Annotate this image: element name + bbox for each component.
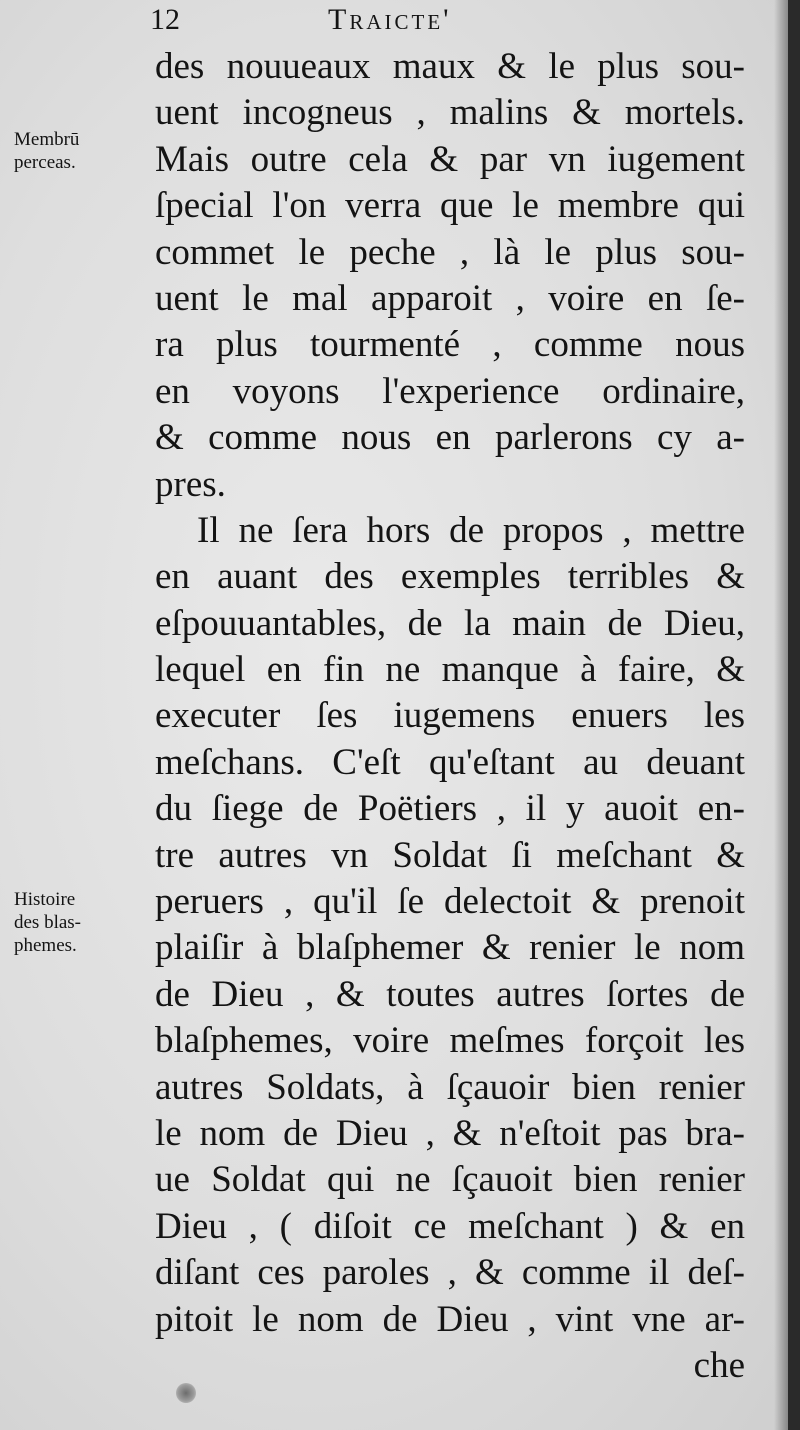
text-line: autres Soldats, à ſçauoir bien renier bbox=[155, 1066, 745, 1108]
text-line: eſpouuantables, de la main de Dieu, bbox=[155, 602, 745, 644]
text-line: blaſphemes, voire meſmes forçoit les bbox=[155, 1020, 745, 1062]
margin-note-line: des blas- bbox=[14, 912, 82, 933]
text-line: & comme nous en parlerons cy a- bbox=[155, 417, 745, 459]
text-line: tre autres vn Soldat ſi meſchant & bbox=[155, 834, 745, 876]
text-line: pres. bbox=[155, 463, 226, 505]
paragraph-start-line: Il ne ſera hors de propos , mettre bbox=[197, 509, 745, 551]
page-header bbox=[0, 2, 788, 38]
text-line: plaiſir à blaſphemer & renier le nom bbox=[155, 927, 745, 969]
text-line: peruers , qu'il ſe delectoit & prenoit bbox=[155, 881, 745, 923]
margin-note-line: Histoire bbox=[14, 889, 76, 910]
text-line: Mais outre cela & par vn iugement bbox=[155, 138, 745, 180]
text-line: uent incogneus , malins & mortels. bbox=[155, 92, 745, 134]
text-line: de Dieu , & toutes autres ſortes de bbox=[155, 973, 745, 1015]
text-line: executer ſes iugemens enuers les bbox=[155, 695, 745, 737]
text-line: le nom de Dieu , & n'eſtoit pas bra- bbox=[155, 1112, 745, 1154]
text-line: Dieu , ( diſoit ce meſchant ) & en bbox=[155, 1205, 745, 1247]
text-line: uent le mal apparoit , voire en ſe- bbox=[155, 277, 745, 319]
page-number: 12 bbox=[150, 3, 180, 36]
text-line: des nouueaux maux & le plus sou- bbox=[155, 46, 745, 87]
page-edge-shadow bbox=[774, 0, 788, 1430]
main-text-block bbox=[155, 44, 745, 1389]
text-line: ſpecial l'on verra que le membre qui bbox=[155, 185, 745, 227]
text-line: diſant ces paroles , & comme il deſ- bbox=[155, 1252, 745, 1294]
text-line: en auant des exemples terribles & bbox=[155, 556, 745, 598]
text-line: ra plus tourmenté , comme nous bbox=[155, 324, 745, 366]
margin-note-line: perceas. bbox=[14, 152, 76, 173]
catchword: che bbox=[693, 1344, 745, 1386]
margin-note-histoire bbox=[14, 888, 146, 957]
margin-note-line: Membrū bbox=[14, 129, 80, 150]
running-head: Traicte' bbox=[328, 3, 452, 36]
margin-note-line: phemes. bbox=[14, 935, 77, 956]
text-line: du ſiege de Poëtiers , il y auoit en- bbox=[155, 788, 745, 830]
margin-note-membru bbox=[14, 128, 146, 174]
text-line: meſchans. C'eſt qu'eſtant au deuant bbox=[155, 741, 745, 783]
text-line: pitoit le nom de Dieu , vint vne ar- bbox=[155, 1298, 745, 1340]
text-line: en voyons l'experience ordinaire, bbox=[155, 370, 745, 412]
text-line: ue Soldat qui ne ſçauoit bien renier bbox=[155, 1159, 745, 1201]
text-line: commet le peche , là le plus sou- bbox=[155, 231, 745, 273]
text-line: lequel en fin ne manque à faire, & bbox=[155, 649, 745, 691]
ink-spot bbox=[176, 1383, 196, 1403]
